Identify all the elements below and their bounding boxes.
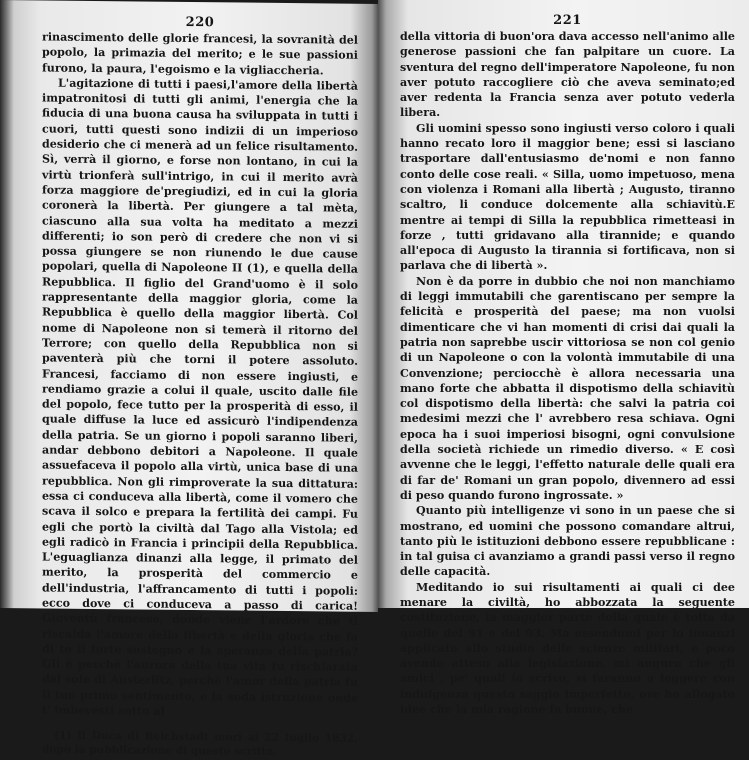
page-number: 220 — [185, 14, 215, 31]
page-body — [42, 29, 358, 721]
page-body — [400, 29, 735, 717]
paragraph: Non è da porre in dubbio che noi non manchiamo di leggi immutabili che garentiscano per sempre la felicità e prosperità del paese; ma non vuolsi dimenticare che vi han momenti di crisi dai quali la patria non saprebbe uscir vittoriosa se non col genio di un Napoleone o con la volontà immutabile di una Convenzione; perciocchè è allora necessaria una mano forte che abbatta il dispotismo della schiavitù col dispotismo della libertà: che salvi la patria coi medesimi mezzi che l' avrebbero resa schiava. Ogni epoca ha i suoi imperiosi bisogni, ogni convulsione della società richiede un rimedio diverso. « E così avvenne che le leggi, l'effetto naturale delle quali era di far de' Romani un gran popolo, divennero ad essi di peso quando furono ingrossate. » — [400, 274, 735, 502]
page-number: 221 — [553, 13, 582, 28]
paragraph: L'agitazione di tutti i paesi,l'amore della libertà impatronitosi di tutti gli animi, l'energia che la fiducia di una buona causa ha sviluppata in tutti i cuori, tutti questi sono indizii di un imperioso desiderio che ci menerà ad un felice risultamento. Sì, verrà il giorno, e forse non lontano, in cui la virtù trionferà sull'intrigo, in cui il merito avrà forza maggiore de'pregiudizi, ed in cui la gloria coronerà la libertà. Per giungere a tal mèta, ciascuno alla sua volta ha meditato a mezzi differenti; io son però di credere che non vi si possa giungere se non riunendo le due cause popolari, quella di Napoleone II (1), e quella della Repubblica. Il figlio del Grand'uomo è il solo rappresentante della maggior gloria, come la Repubblica è quello della maggior libertà. Col nome di Napoleone non si temerà il ritorno del Terrore; con quello della Repubblica non si paventerà più che torni il potere assoluto. Francesi, facciamo di non essere ingiusti, e rendiamo grazie a colui il quale, uscito dalle file del popolo, fece tutto per la prosperità di esso, il quale diffuse la luce ed assicurò l'indipendenza della patria. Se un giorno i popoli saranno liberi, andar debbono debitori a Napoleone. Il quale assuefaceva il popolo alla virtù, unica base di una repubblica. Non gli rimproverate la sua dittatura: essa ci conduceva alla libertà, come il vomero che scava il solco e prepara la fertilità dei campi. Fu egli che portò la civiltà dal Tago alla Vistola; ed egli radicò in Francia i principii della Repubblica. L'eguaglianza dinanzi alla legge, il primato del merito, la prosperità del commercio e dell'industria, l'affrancamento di tutti i popoli: ecco dove ci conduceva a passo di carica! Gioventù francese, donde viene l'ardore che ti riscalda l'amore della libertà e della gloria che fa di te il forte sostegno e la speranza della patria? Gli è perchè l'aurora della tua vita fu rischiarata dal sole di Austerlitz, perchè l'amor della patria fu il tuo primo sentimento, e la soda istruzione onde t' imbevesti sotto al — [42, 76, 358, 718]
paragraph: Meditando io sui risultamenti ai quali ci dee menare la civiltà, ho abbozzata la seguente costituzione, la maggior parte della quale è tolta da quelle del 91 e del 93. Ma essendomi per lo innanzi applicato allo studio delle scienze militari, e poco avendo atteso alla legislazione, mi auguro che gli amici , pe' quali io scrivo, si faranno a leggere con indulgenza questo saggio imperfetto, ove ho allogato idee che la mia ragione fa buone, che — [400, 580, 735, 717]
paragraph: Gli uomini spesso sono ingiusti verso coloro i quali hanno recato loro il maggior bene; essi si lasciano trasportare dall'entusiasmo de'nomi e non fanno conto delle cose reali. « Silla, uomo impetuoso, mena con violenza i Romani alla libertà ; Augusto, tiranno scaltro, li conduce dolcemente alla schiavitù.E mentre ai tempi di Silla la repubblica rimetteasi in forze , tutti gridavano alla tirannide; e quando all'epoca di Augusto la tirannia si fortificava, non si parlava che di libertà ». — [400, 121, 735, 273]
paragraph: Quanto più intelligenze vi sono in un paese che si mostrano, ed uomini che possono comandare altrui, tanto più le istituzioni debbono essere repubblicane : in tal guisa ci avanziamo a grandi passi verso il regno delle capacità. — [400, 504, 735, 579]
footnote-text: (1) Il Duca di Reichstadt morì ai 22 luglio 1832, dopo la pubblicazione di questo scritto. — [42, 729, 358, 758]
right-page — [378, 0, 749, 717]
paragraph: rinascimento delle glorie francesi, la sovranità del popolo, la primazia del merito; e le sue passioni furono, la paura, l'egoismo e la vigliaccheria. — [42, 30, 358, 77]
paragraph: della vittoria di buon'ora dava accesso nell'animo alle generose passioni che fan palpitare un cuore. La sventura del regno dell'imperatore Napoleone, fu non aver potuto raccogliere ciò che aveva seminato;ed aver redenta la Francia senza aver potuto vederla libera. — [400, 30, 735, 120]
footnote — [42, 728, 358, 759]
